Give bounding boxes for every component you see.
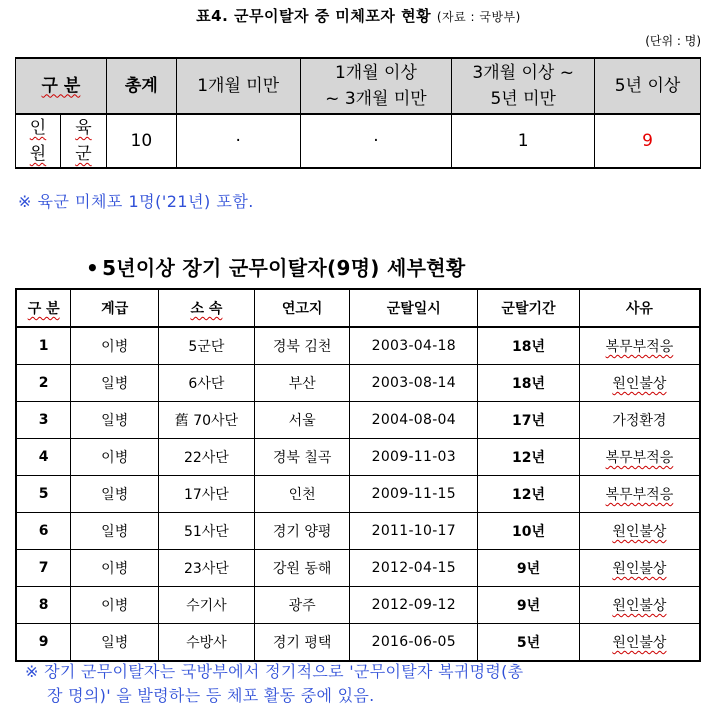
cell-hometown: 인천 [254, 476, 350, 513]
value-3m-5y: 1 [452, 114, 595, 168]
detail-header-hometown: 연고지 [254, 289, 350, 327]
cell-period: 9년 [478, 587, 580, 624]
cell-hometown: 경북 칠곡 [254, 439, 350, 476]
cell-rank: 이병 [71, 550, 159, 587]
cell-reason: 가정환경 [579, 402, 700, 439]
summary-header-1m-3m: 1개월 이상 ~ 3개월 미만 [300, 58, 452, 114]
cell-no: 2 [16, 365, 71, 402]
cell-period: 17년 [478, 402, 580, 439]
summary-header-category: 구 분 [16, 58, 107, 114]
footnote-army: ※ 육군 미체포 1명('21년) 포함. [18, 192, 254, 211]
table-row [16, 402, 700, 439]
detail-header-unit: 소 속 [159, 289, 255, 327]
cell-date: 2004-08-04 [350, 402, 478, 439]
cell-period: 18년 [478, 365, 580, 402]
cell-period: 9년 [478, 550, 580, 587]
cell-reason: 원인불상 [579, 587, 700, 624]
cell-no: 5 [16, 476, 71, 513]
bullet-icon: • [86, 256, 100, 280]
cell-date: 2016-06-05 [350, 624, 478, 662]
cell-date: 2009-11-15 [350, 476, 478, 513]
cell-unit: 수방사 [159, 624, 255, 662]
table-row [16, 476, 700, 513]
summary-header-under-1m: 1개월 미만 [176, 58, 300, 114]
cell-reason: 원인불상 [579, 624, 700, 662]
cell-unit: 51사단 [159, 513, 255, 550]
cell-rank: 일병 [71, 513, 159, 550]
detail-header-reason: 사유 [579, 289, 700, 327]
table-row [16, 550, 700, 587]
cell-date: 2012-09-12 [350, 587, 478, 624]
value-under-1m: · [176, 114, 300, 168]
table-row [16, 365, 700, 402]
cell-rank: 이병 [71, 439, 159, 476]
cell-hometown: 경기 양평 [254, 513, 350, 550]
cell-hometown: 강원 동해 [254, 550, 350, 587]
cell-date: 2003-08-14 [350, 365, 478, 402]
detail-header-date: 군탈일시 [350, 289, 478, 327]
cell-rank: 일병 [71, 624, 159, 662]
value-over-5y: 9 [595, 114, 701, 168]
cell-rank: 이병 [71, 587, 159, 624]
cell-period: 12년 [478, 439, 580, 476]
cell-hometown: 서울 [254, 402, 350, 439]
cell-reason: 복무부적응 [579, 439, 700, 476]
cell-unit: 5군단 [159, 327, 255, 365]
detail-header-period: 군탈기간 [478, 289, 580, 327]
cell-rank: 일병 [71, 476, 159, 513]
summary-header-total: 총계 [106, 58, 176, 114]
table-row [16, 624, 700, 662]
cell-no: 6 [16, 513, 71, 550]
unit-label: (단위 : 명) [645, 34, 701, 48]
cell-unit: 23사단 [159, 550, 255, 587]
table-row [16, 439, 700, 476]
cell-date: 2003-04-18 [350, 327, 478, 365]
footnote-status [25, 660, 665, 708]
cell-period: 12년 [478, 476, 580, 513]
cell-rank: 일병 [71, 365, 159, 402]
detail-header-row [16, 289, 700, 327]
section-heading: • 5년이상 장기 군무이탈자(9명) 세부현황 [86, 256, 466, 280]
cell-rank: 이병 [71, 327, 159, 365]
title-source: (자료 : 국방부) [436, 10, 521, 24]
cell-period: 10년 [478, 513, 580, 550]
row-label-personnel: 인 원 [16, 114, 61, 168]
cell-rank: 일병 [71, 402, 159, 439]
summary-table [15, 57, 701, 169]
detail-header-no: 구 분 [16, 289, 71, 327]
summary-header-over-5y: 5년 이상 [595, 58, 701, 114]
cell-period: 5년 [478, 624, 580, 662]
table-row [16, 513, 700, 550]
cell-no: 7 [16, 550, 71, 587]
row-label-army: 육 군 [60, 114, 106, 168]
cell-hometown: 경기 평택 [254, 624, 350, 662]
cell-reason: 원인불상 [579, 513, 700, 550]
cell-no: 8 [16, 587, 71, 624]
value-total: 10 [106, 114, 176, 168]
cell-reason: 원인불상 [579, 550, 700, 587]
cell-reason: 원인불상 [579, 365, 700, 402]
summary-header-3m-5y: 3개월 이상 ~ 5년 미만 [452, 58, 595, 114]
cell-reason: 복무부적응 [579, 476, 700, 513]
table-row [16, 327, 700, 365]
detail-header-rank: 계급 [71, 289, 159, 327]
cell-reason: 복무부적응 [579, 327, 700, 365]
cell-period: 18년 [478, 327, 580, 365]
footnote-status-line1: ※ 장기 군무이탈자는 국방부에서 정기적으로 '군무이탈자 복귀명령(총 [25, 662, 524, 681]
summary-data-row [16, 114, 701, 168]
footnote-status-line2: 장 명의)' 을 발령하는 등 체포 활동 중에 있음. [47, 686, 375, 705]
cell-hometown: 부산 [254, 365, 350, 402]
cell-unit: 수기사 [159, 587, 255, 624]
cell-unit: 6사단 [159, 365, 255, 402]
cell-hometown: 광주 [254, 587, 350, 624]
cell-no: 1 [16, 327, 71, 365]
cell-no: 4 [16, 439, 71, 476]
cell-no: 9 [16, 624, 71, 662]
summary-header-row [16, 58, 701, 114]
value-1m-3m: · [300, 114, 452, 168]
table-row [16, 587, 700, 624]
cell-unit: 17사단 [159, 476, 255, 513]
cell-date: 2012-04-15 [350, 550, 478, 587]
cell-date: 2009-11-03 [350, 439, 478, 476]
cell-date: 2011-10-17 [350, 513, 478, 550]
cell-unit: 舊 70사단 [159, 402, 255, 439]
cell-hometown: 경북 김천 [254, 327, 350, 365]
detail-table [15, 288, 701, 662]
cell-unit: 22사단 [159, 439, 255, 476]
cell-no: 3 [16, 402, 71, 439]
title-main: 표4. 군무이탈자 중 미체포자 현황 [196, 7, 432, 25]
document-title [0, 5, 717, 26]
